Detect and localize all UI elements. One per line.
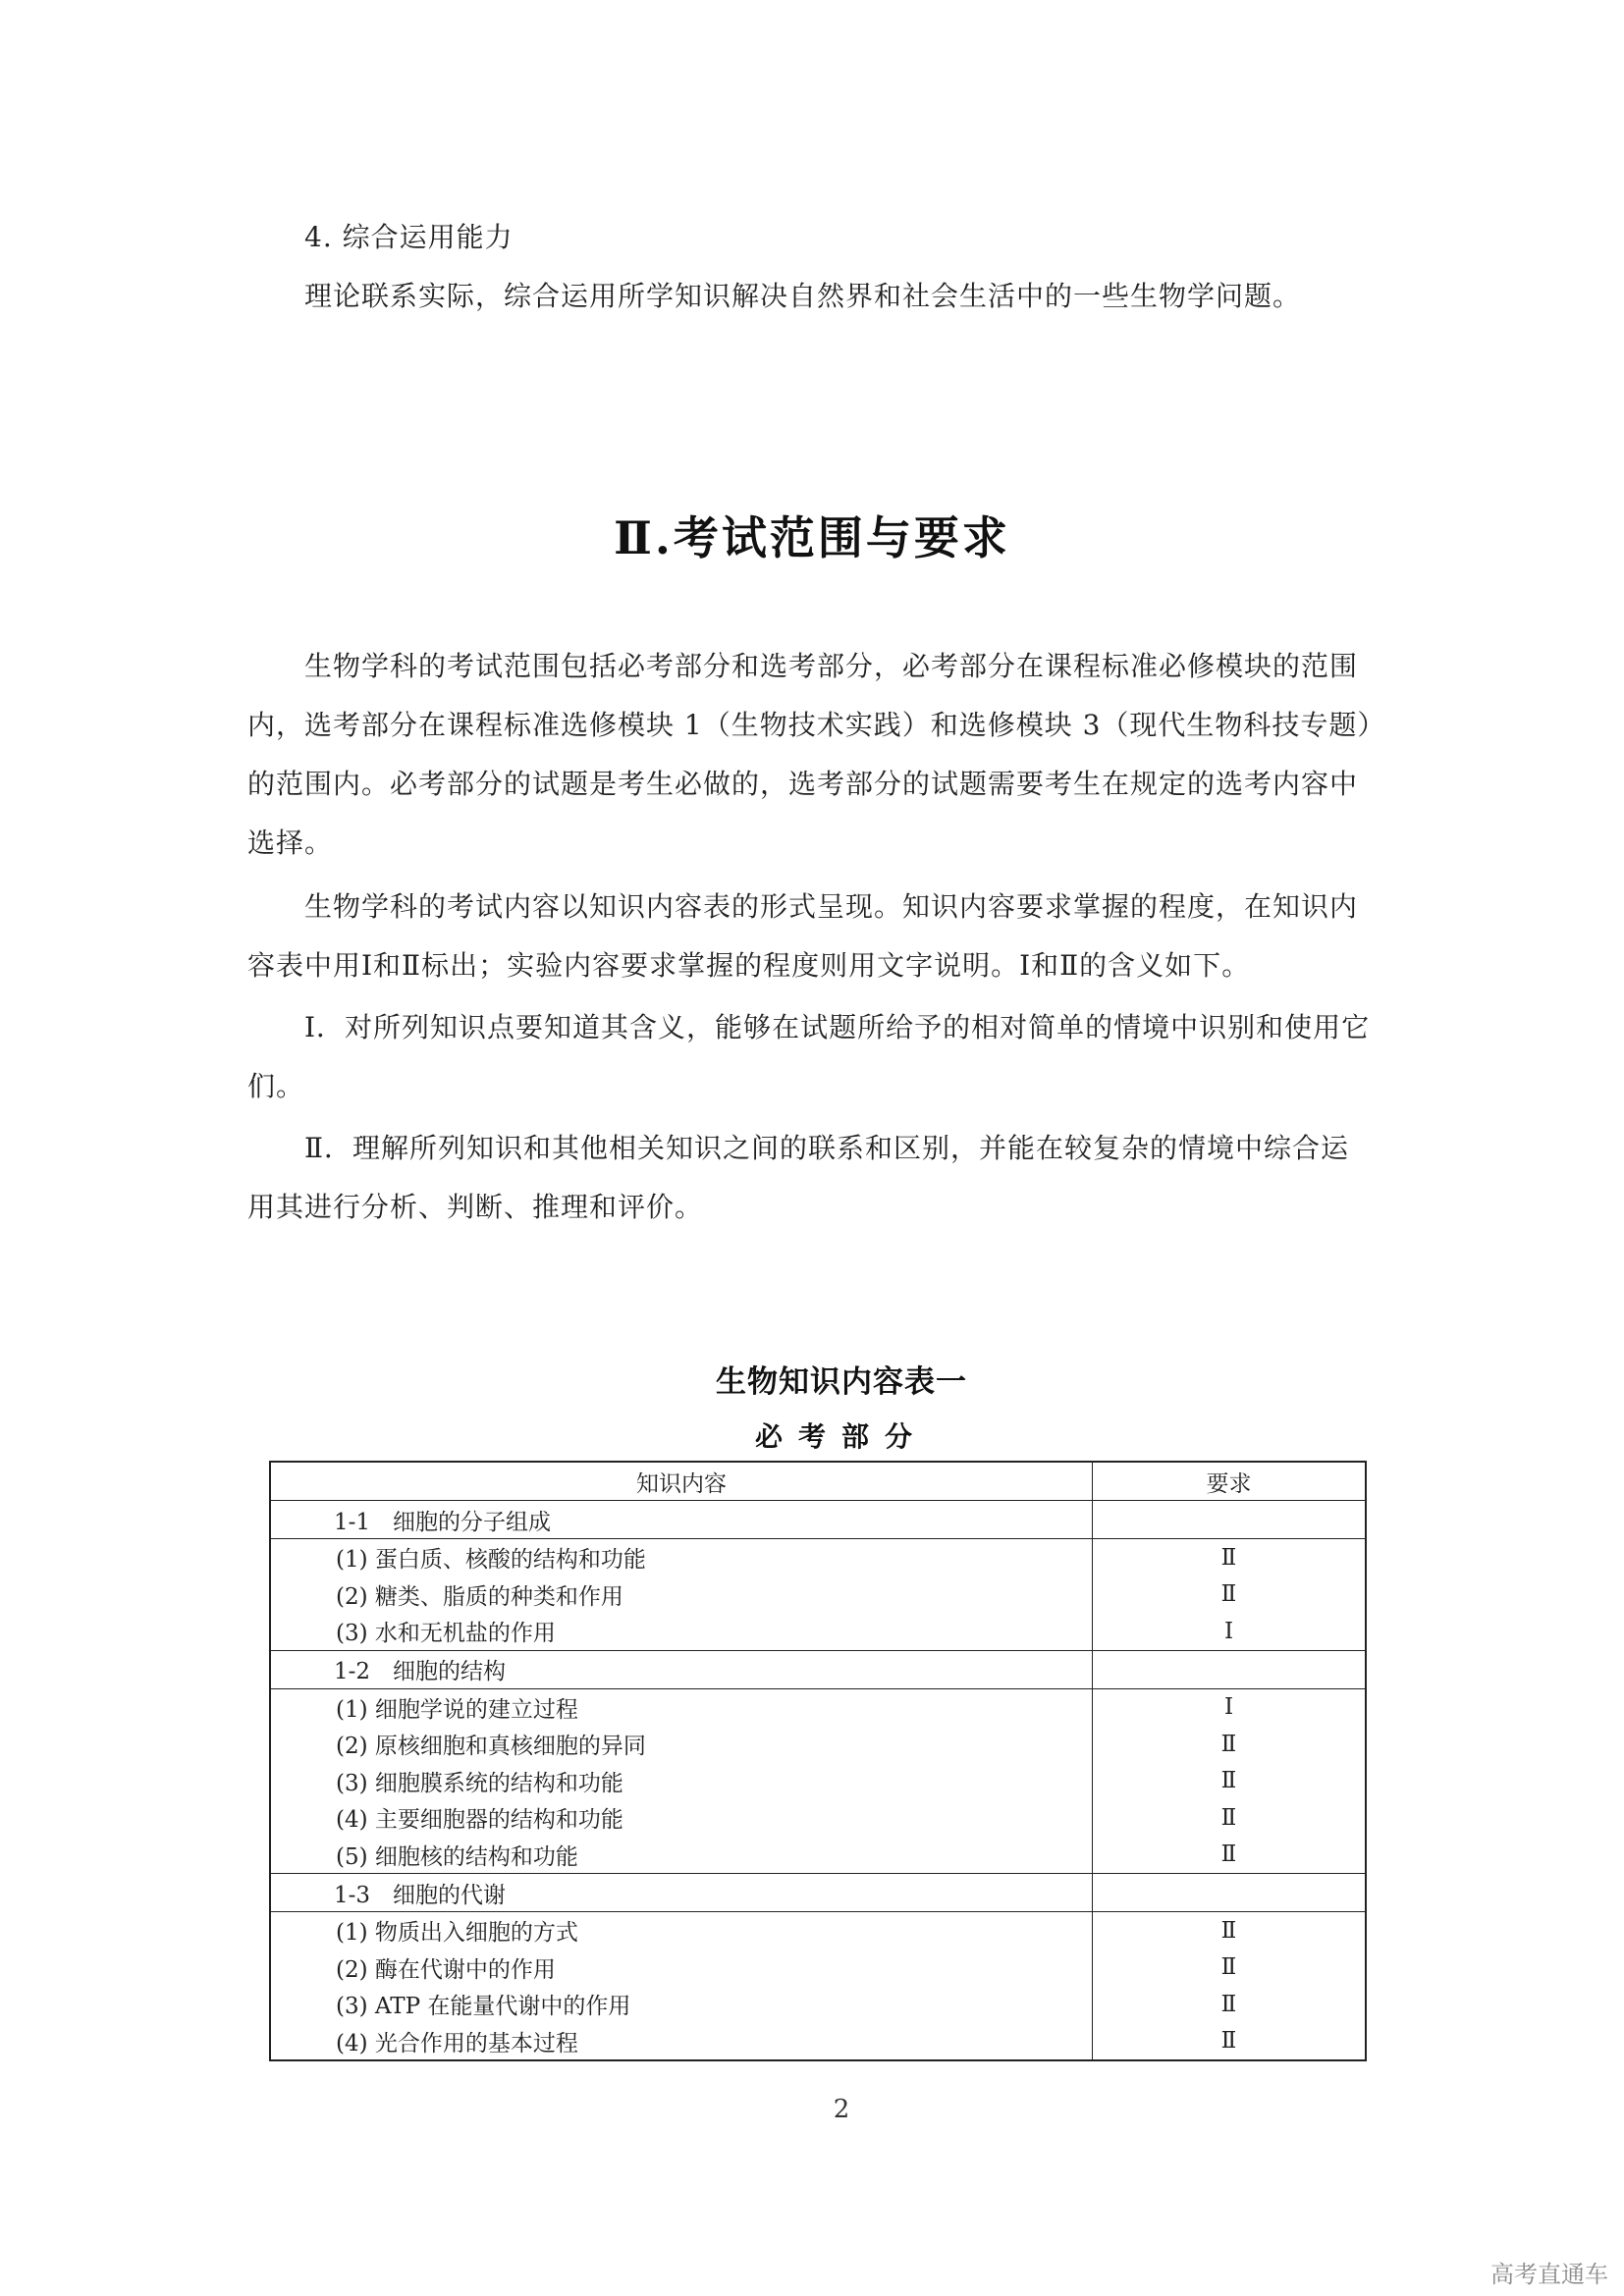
table-row [270,1949,1366,1987]
section-requirement [1093,1501,1367,1539]
table-row [270,1576,1366,1614]
item-label: (2) 糖类、脂质的种类和作用 [270,1576,1093,1614]
header-content: 知识内容 [270,1462,1093,1501]
section-label: 1-1 细胞的分子组成 [270,1501,1093,1539]
section-requirement [1093,1874,1367,1912]
table-row [270,1837,1366,1874]
item-requirement: Ⅰ [1093,1613,1367,1650]
item-requirement: Ⅱ [1220,2028,1237,2055]
subsection-heading: 4. 综合运用能力 [304,221,514,253]
paragraph-line: 生物学科的考试范围包括必考部分和选考部分，必考部分在课程标准必修模块的范围 [304,650,1359,682]
item-label: (1) 细胞学说的建立过程 [270,1688,1093,1726]
item-label: (1) 蛋白质、核酸的结构和功能 [270,1539,1093,1576]
paragraph-line: 的范围内。必考部分的试题是考生必做的，选考部分的试题需要考生在规定的选考内容中 [247,768,1359,800]
item-requirement: Ⅱ [1220,1917,1237,1944]
paragraph-line: 容表中用Ⅰ和Ⅱ标出；实验内容要求掌握的程度则用文字说明。Ⅰ和Ⅱ的含义如下。 [247,949,1251,982]
item-label: (3) 水和无机盐的作用 [270,1613,1093,1650]
table-title: 生物知识内容表一 [716,1364,967,1400]
item-label: (4) 主要细胞器的结构和功能 [270,1799,1093,1837]
item-label: (4) 光合作用的基本过程 [270,2023,1093,2061]
paragraph-line: 内，选考部分在课程标准选修模块 1（生物技术实践）和选修模块 3（现代生物科技专题） [247,709,1386,741]
table-row [270,1763,1366,1800]
item-requirement: Ⅱ [1220,1991,1237,2017]
item-requirement: Ⅱ [1093,1837,1367,1874]
paragraph-line: 生物学科的考试内容以知识内容表的形式呈现。知识内容要求掌握的程度，在知识内 [304,890,1359,923]
table-section-row [270,1650,1366,1688]
item-requirement: Ⅱ [1220,1731,1237,1757]
knowledge-table [269,1461,1367,2061]
item-label: (5) 细胞核的结构和功能 [270,1837,1093,1874]
table-row [270,1613,1366,1650]
item-label: (3) 细胞膜系统的结构和功能 [270,1763,1093,1800]
item-requirement: Ⅰ [1223,1694,1234,1721]
item-requirement: Ⅱ [1220,1954,1237,1981]
item-label: (1) 物质出入细胞的方式 [270,1912,1093,1949]
item-requirement: Ⅱ [1220,1804,1237,1831]
table-section-row [270,1874,1366,1912]
section-title: Ⅱ.考试范围与要求 [614,511,1010,564]
section-requirement [1093,1650,1367,1688]
item-label: (3) ATP 在能量代谢中的作用 [270,1986,1093,2023]
table-row [270,1912,1366,1949]
table-row [270,1986,1366,2023]
table-row [270,1688,1366,1726]
paragraph-line: Ⅰ．对所列知识点要知道其含义，能够在试题所给予的相对简单的情境中识别和使用它 [304,1011,1371,1043]
paragraph-line: 用其进行分析、判断、推理和评价。 [247,1191,704,1223]
page-number: 2 [833,2095,850,2124]
item-requirement: Ⅱ [1220,1581,1237,1608]
table-section-row [270,1501,1366,1539]
table-subtitle: 必考部分 [754,1420,928,1453]
watermark-text: 高考直通车 [1490,2261,1608,2288]
table-header-row [270,1462,1366,1501]
table-row [270,1726,1366,1763]
item-requirement: Ⅱ [1220,1768,1237,1794]
item-label: (2) 酶在代谢中的作用 [270,1949,1093,1987]
paragraph-line: 们。 [247,1070,305,1102]
table-row [270,1799,1366,1837]
item-label: (2) 原核细胞和真核细胞的异同 [270,1726,1093,1763]
table-row [270,2023,1366,2061]
intro-paragraph: 理论联系实际，综合运用所学知识解决自然界和社会生活中的一些生物学问题。 [304,280,1302,312]
paragraph-line: 选择。 [247,827,334,859]
section-label: 1-3 细胞的代谢 [270,1874,1093,1912]
header-requirement: 要求 [1093,1462,1367,1501]
table-row [270,1539,1366,1576]
item-requirement: Ⅱ [1220,1544,1237,1571]
paragraph-line: Ⅱ．理解所列知识和其他相关知识之间的联系和区别，并能在较复杂的情境中综合运 [304,1132,1350,1164]
section-label: 1-2 细胞的结构 [270,1650,1093,1688]
